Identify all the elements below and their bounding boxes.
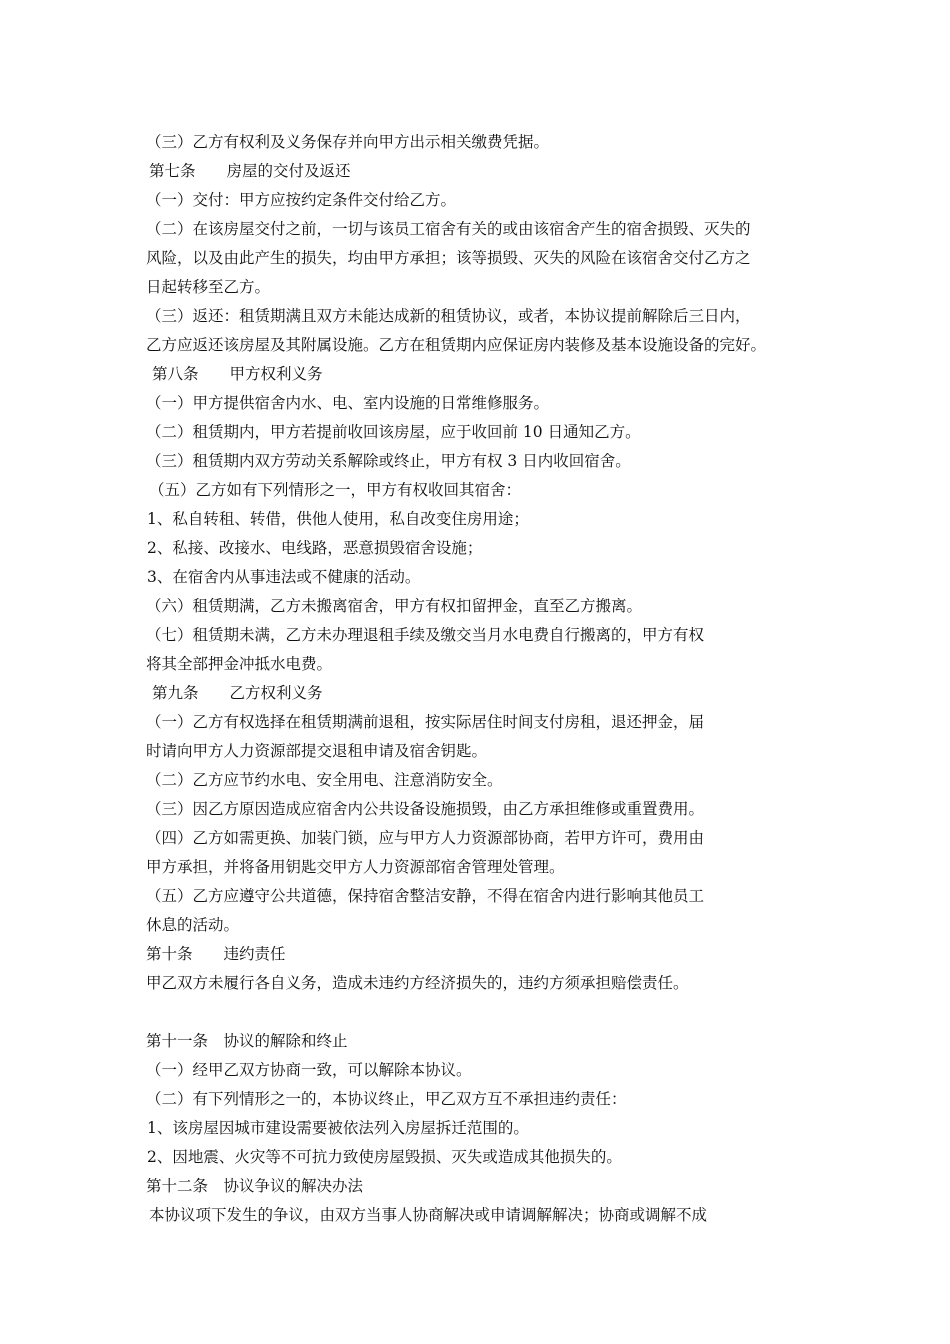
paragraph-line: 风险，以及由此产生的损失，均由甲方承担；该等损毁、灭失的风险在该宿舍交付乙方之 xyxy=(146,249,751,267)
paragraph-line: （一）交付：甲方应按约定条件交付给乙方。 xyxy=(146,191,457,209)
paragraph-line: （五）乙方如有下列情形之一，甲方有权收回其宿舍： xyxy=(149,481,522,499)
article-heading: 第七条 房屋的交付及返还 xyxy=(149,162,351,180)
paragraph-line: （二）乙方应节约水电、安全用电、注意消防安全。 xyxy=(146,771,503,789)
paragraph-line: （二）有下列情形之一的，本协议终止，甲乙双方互不承担违约责任： xyxy=(146,1090,627,1108)
paragraph-line: （七）租赁期未满，乙方未办理退租手续及缴交当月水电费自行搬离的，甲方有权 xyxy=(146,626,705,644)
list-item: 2、私接、改接水、电线路，恶意损毁宿舍设施； xyxy=(147,539,483,557)
list-item: 2、因地震、火灾等不可抗力致使房屋毁损、灭失或造成其他损失的。 xyxy=(147,1148,622,1166)
paragraph-line: （二）在该房屋交付之前，一切与该员工宿舍有关的或由该宿舍产生的宿舍损毁、灭失的 xyxy=(146,220,751,238)
paragraph-line: （二）租赁期内，甲方若提前收回该房屋，应于收回前 10 日通知乙方。 xyxy=(146,423,641,441)
paragraph-line: 将其全部押金冲抵水电费。 xyxy=(146,655,333,673)
list-item: 1、私自转租、转借，供他人使用，私自改变住房用途； xyxy=(147,510,529,528)
paragraph-line: 日起转移至乙方。 xyxy=(146,278,271,296)
blank-line xyxy=(146,998,826,1027)
paragraph-line: （四）乙方如需更换、加装门锁，应与甲方人力资源部协商，若甲方许可，费用由 xyxy=(146,829,705,847)
paragraph-line: （一）甲方提供宿舍内水、电、室内设施的日常维修服务。 xyxy=(146,394,550,412)
list-item: 1、该房屋因城市建设需要被依法列入房屋拆迁范围的。 xyxy=(147,1119,529,1137)
paragraph-line: （三）返还：租赁期满且双方未能达成新的租赁协议，或者，本协议提前解除后三日内， xyxy=(146,307,751,325)
article-heading: 第十二条 协议争议的解决办法 xyxy=(146,1177,364,1195)
article-heading: 第八条 甲方权利义务 xyxy=(152,365,323,383)
paragraph-line: 本协议项下发生的争议，由双方当事人协商解决或申请调解解决；协商或调解不成 xyxy=(149,1206,708,1224)
paragraph-line: （三）租赁期内双方劳动关系解除或终止，甲方有权 3 日内收回宿舍。 xyxy=(146,452,631,470)
article-heading: 第十一条 协议的解除和终止 xyxy=(146,1032,348,1050)
paragraph-line: 甲乙双方未履行各自义务，造成未违约方经济损失的，违约方须承担赔偿责任。 xyxy=(146,974,689,992)
article-heading: 第十条 违约责任 xyxy=(146,945,286,963)
list-item: 3、在宿舍内从事违法或不健康的活动。 xyxy=(147,568,421,586)
paragraph-line: 时请向甲方人力资源部提交退租申请及宿舍钥匙。 xyxy=(146,742,488,760)
paragraph-line: （三）乙方有权利及义务保存并向甲方出示相关缴费凭据。 xyxy=(146,133,550,151)
paragraph-line: （五）乙方应遵守公共道德，保持宿舍整洁安静，不得在宿舍内进行影响其他员工 xyxy=(146,887,705,905)
document-body xyxy=(146,128,826,1230)
paragraph-line: （六）租赁期满，乙方未搬离宿舍，甲方有权扣留押金，直至乙方搬离。 xyxy=(146,597,643,615)
paragraph-line: 甲方承担，并将备用钥匙交甲方人力资源部宿舍管理处管理。 xyxy=(146,858,565,876)
article-heading: 第九条 乙方权利义务 xyxy=(152,684,323,702)
paragraph-line: 乙方应返还该房屋及其附属设施。乙方在租赁期内应保证房内装修及基本设施设备的完好。 xyxy=(146,336,767,354)
paragraph-line: （三）因乙方原因造成应宿舍内公共设备设施损毁，由乙方承担维修或重置费用。 xyxy=(146,800,705,818)
paragraph-line: （一）经甲乙双方协商一致，可以解除本协议。 xyxy=(146,1061,472,1079)
paragraph-line: 休息的活动。 xyxy=(146,916,240,934)
paragraph-line: （一）乙方有权选择在租赁期满前退租，按实际居住时间支付房租，退还押金，届 xyxy=(146,713,705,731)
